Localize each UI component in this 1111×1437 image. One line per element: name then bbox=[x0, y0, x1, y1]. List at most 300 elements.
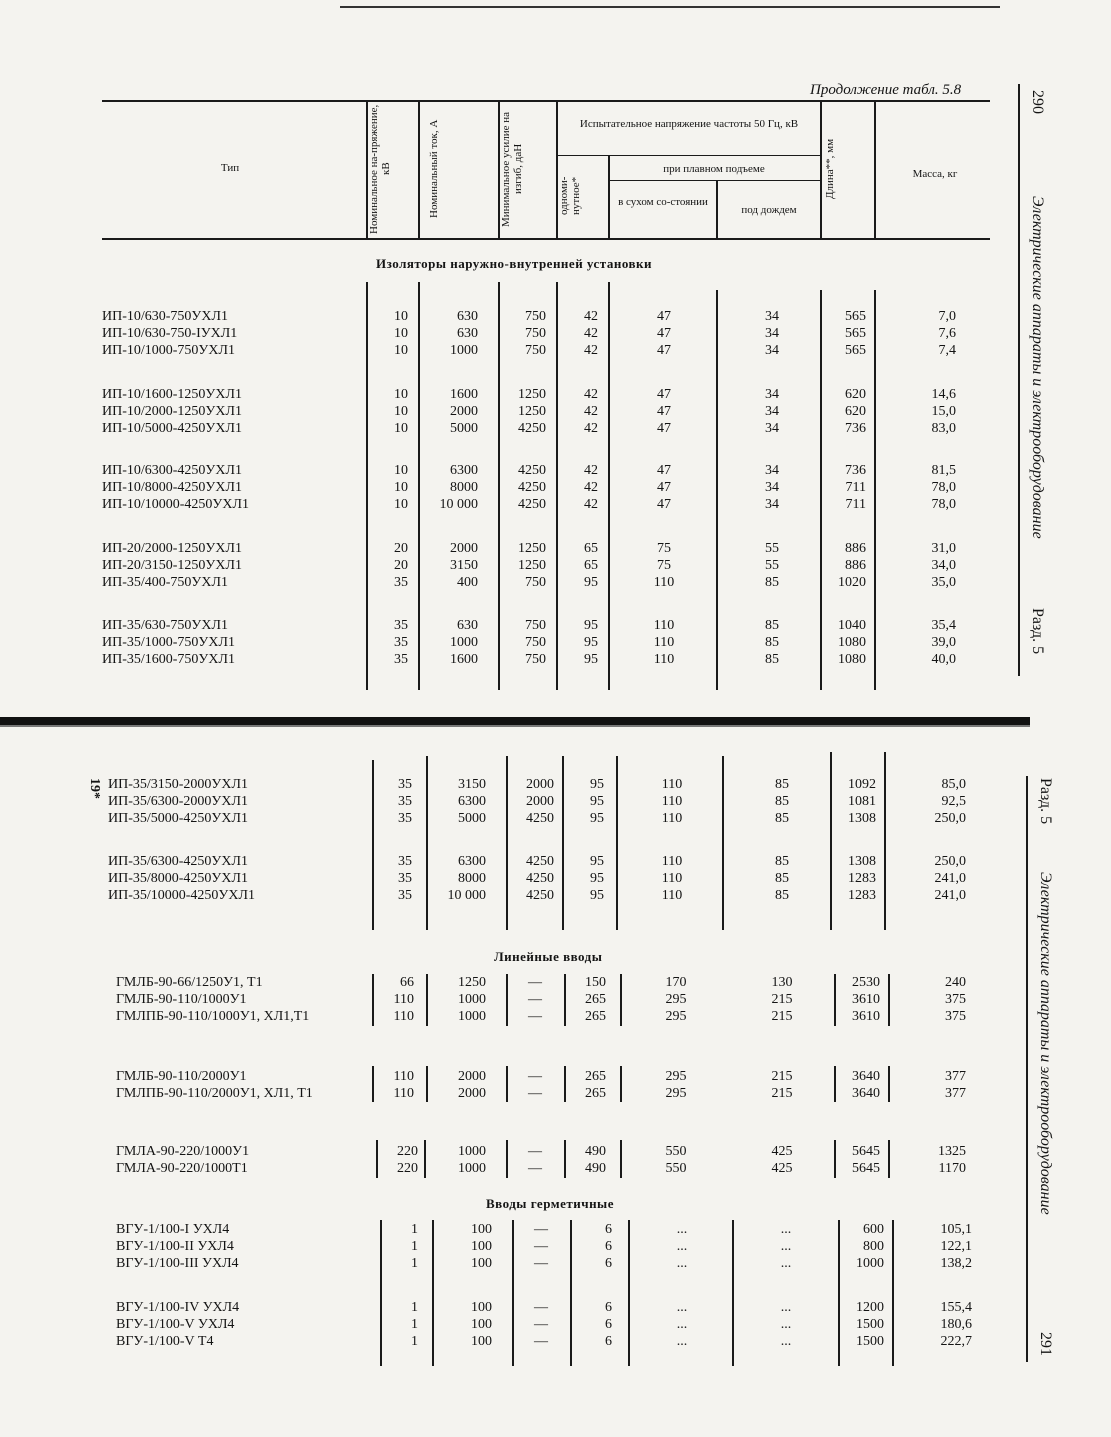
voltage-cell: 110 bbox=[393, 1086, 414, 1101]
type-cell: ИП-10/10000-4250УХЛ1 bbox=[102, 497, 249, 512]
dry-cell: 47 bbox=[657, 421, 671, 436]
current-cell: 630 bbox=[457, 309, 478, 324]
voltage-cell: 10 bbox=[394, 463, 408, 478]
rain-cell: 215 bbox=[771, 1069, 793, 1084]
length-cell: 736 bbox=[845, 463, 866, 478]
table-row bbox=[0, 810, 1000, 827]
mass-cell: 31,0 bbox=[931, 541, 956, 556]
one-minute-cell: 265 bbox=[585, 992, 606, 1007]
force-cell: 4250 bbox=[518, 421, 546, 436]
one-minute-cell: 65 bbox=[584, 558, 598, 573]
length-cell: 800 bbox=[863, 1239, 884, 1254]
current-cell: 10 000 bbox=[439, 497, 478, 512]
length-cell: 711 bbox=[845, 480, 866, 495]
one-minute-cell: 95 bbox=[590, 794, 604, 809]
dry-cell: ... bbox=[676, 1317, 688, 1332]
force-cell: 4250 bbox=[518, 497, 546, 512]
one-minute-cell: 6 bbox=[605, 1256, 612, 1271]
signature-mark: 19* bbox=[87, 778, 102, 799]
length-cell: 711 bbox=[845, 497, 866, 512]
dry-cell: 550 bbox=[665, 1161, 687, 1176]
table-row bbox=[0, 496, 1000, 513]
rain-cell: 34 bbox=[765, 387, 779, 402]
type-cell: ВГУ-1/100-V Т4 bbox=[116, 1334, 214, 1349]
type-cell: ГМЛА-90-220/1000Т1 bbox=[116, 1161, 248, 1176]
one-minute-cell: 42 bbox=[584, 404, 598, 419]
dry-cell: 110 bbox=[661, 854, 683, 869]
force-cell: 750 bbox=[525, 635, 546, 650]
type-cell: ИП-10/1000-750УХЛ1 bbox=[102, 343, 235, 358]
voltage-cell: 10 bbox=[394, 421, 408, 436]
voltage-cell: 35 bbox=[398, 888, 412, 903]
table-continuation-caption: Продолжение табл. 5.8 bbox=[810, 82, 962, 98]
header-min-bending-force: Минимальное усилие на изгиб, даН bbox=[500, 111, 524, 227]
length-cell: 1020 bbox=[838, 575, 866, 590]
type-cell: ВГУ-1/100-II УХЛ4 bbox=[116, 1239, 234, 1254]
one-minute-cell: 6 bbox=[605, 1300, 612, 1315]
dry-cell: ... bbox=[676, 1239, 688, 1254]
current-cell: 100 bbox=[471, 1334, 492, 1349]
rain-cell: 55 bbox=[765, 558, 779, 573]
page-number-bottom: 291 bbox=[1037, 1332, 1054, 1356]
header-col-sep bbox=[418, 100, 420, 238]
length-cell: 1308 bbox=[848, 854, 876, 869]
rain-cell: ... bbox=[780, 1239, 792, 1254]
current-cell: 2000 bbox=[458, 1069, 486, 1084]
length-cell: 565 bbox=[845, 309, 866, 324]
rain-cell: 85 bbox=[775, 811, 789, 826]
force-cell: — bbox=[528, 1161, 542, 1176]
current-cell: 2000 bbox=[458, 1086, 486, 1101]
dry-cell: 47 bbox=[657, 326, 671, 341]
rain-cell: 34 bbox=[765, 326, 779, 341]
one-minute-cell: 95 bbox=[590, 777, 604, 792]
length-cell: 1500 bbox=[856, 1334, 884, 1349]
current-cell: 3150 bbox=[450, 558, 478, 573]
mass-cell: 81,5 bbox=[931, 463, 956, 478]
type-cell: ИП-20/2000-1250УХЛ1 bbox=[102, 541, 242, 556]
dry-cell: 110 bbox=[653, 618, 675, 633]
mass-cell: 7,6 bbox=[938, 326, 956, 341]
header-sub-rule bbox=[556, 155, 820, 156]
rain-cell: 85 bbox=[765, 635, 779, 650]
length-cell: 5645 bbox=[852, 1144, 880, 1159]
force-cell: 750 bbox=[525, 326, 546, 341]
table-row bbox=[0, 1316, 1000, 1333]
mass-cell: 105,1 bbox=[940, 1222, 972, 1237]
type-cell: ИП-10/630-750УХЛ1 bbox=[102, 309, 228, 324]
mass-cell: 122,1 bbox=[940, 1239, 972, 1254]
rain-cell: 55 bbox=[765, 541, 779, 556]
force-cell: — bbox=[528, 992, 542, 1007]
header-nominal-current: Номинальный ток, А bbox=[428, 119, 440, 219]
rain-cell: ... bbox=[780, 1222, 792, 1237]
type-cell: ИП-10/630-750-IУХЛ1 bbox=[102, 326, 238, 341]
dry-cell: ... bbox=[676, 1300, 688, 1315]
table-row bbox=[0, 1221, 1000, 1238]
page-fold-divider bbox=[0, 717, 1030, 725]
force-cell: 4250 bbox=[526, 811, 554, 826]
one-minute-cell: 95 bbox=[590, 888, 604, 903]
table-row bbox=[0, 634, 1000, 651]
force-cell: 1250 bbox=[518, 404, 546, 419]
rain-cell: 34 bbox=[765, 404, 779, 419]
mass-cell: 241,0 bbox=[934, 871, 966, 886]
mass-cell: 14,6 bbox=[931, 387, 956, 402]
voltage-cell: 1 bbox=[411, 1239, 418, 1254]
length-cell: 5645 bbox=[852, 1161, 880, 1176]
voltage-cell: 220 bbox=[397, 1144, 418, 1159]
type-cell: ГМЛПБ-90-110/2000У1, ХЛ1, Т1 bbox=[116, 1086, 313, 1101]
table-row bbox=[0, 308, 1000, 325]
mass-cell: 15,0 bbox=[931, 404, 956, 419]
voltage-cell: 20 bbox=[394, 558, 408, 573]
mass-cell: 35,0 bbox=[931, 575, 956, 590]
current-cell: 6300 bbox=[450, 463, 478, 478]
rain-cell: 85 bbox=[765, 575, 779, 590]
mass-cell: 92,5 bbox=[941, 794, 966, 809]
force-cell: 4250 bbox=[518, 480, 546, 495]
length-cell: 736 bbox=[845, 421, 866, 436]
rain-cell: 85 bbox=[765, 652, 779, 667]
table-row bbox=[0, 342, 1000, 359]
voltage-cell: 10 bbox=[394, 343, 408, 358]
force-cell: — bbox=[528, 1009, 542, 1024]
length-cell: 3640 bbox=[852, 1086, 880, 1101]
one-minute-cell: 6 bbox=[605, 1317, 612, 1332]
type-cell: ГМЛБ-90-110/1000У1 bbox=[116, 992, 247, 1007]
dry-cell: 110 bbox=[653, 635, 675, 650]
type-cell: ГМЛБ-90-66/1250У1, Т1 bbox=[116, 975, 263, 990]
rain-cell: 34 bbox=[765, 421, 779, 436]
dry-cell: 110 bbox=[661, 871, 683, 886]
type-cell: ИП-20/3150-1250УХЛ1 bbox=[102, 558, 242, 573]
dry-cell: ... bbox=[676, 1256, 688, 1271]
current-cell: 630 bbox=[457, 326, 478, 341]
dry-cell: 47 bbox=[657, 497, 671, 512]
one-minute-cell: 150 bbox=[585, 975, 606, 990]
table-row bbox=[0, 1299, 1000, 1316]
force-cell: 1250 bbox=[518, 541, 546, 556]
dry-cell: ... bbox=[676, 1222, 688, 1237]
voltage-cell: 10 bbox=[394, 497, 408, 512]
force-cell: 4250 bbox=[526, 854, 554, 869]
table-row bbox=[0, 1333, 1000, 1350]
length-cell: 886 bbox=[845, 541, 866, 556]
dry-cell: 47 bbox=[657, 343, 671, 358]
current-cell: 1000 bbox=[458, 1144, 486, 1159]
running-head-title-top: Электрические аппараты и электрооборудование bbox=[1029, 196, 1046, 539]
table-row bbox=[0, 617, 1000, 634]
dry-cell: 75 bbox=[657, 558, 671, 573]
voltage-cell: 1 bbox=[411, 1300, 418, 1315]
length-cell: 620 bbox=[845, 387, 866, 402]
one-minute-cell: 95 bbox=[584, 652, 598, 667]
one-minute-cell: 95 bbox=[584, 618, 598, 633]
force-cell: 750 bbox=[525, 618, 546, 633]
voltage-cell: 66 bbox=[400, 975, 414, 990]
current-cell: 100 bbox=[471, 1239, 492, 1254]
current-cell: 100 bbox=[471, 1222, 492, 1237]
table-row bbox=[0, 887, 1000, 904]
type-cell: ВГУ-1/100-V УХЛ4 bbox=[116, 1317, 235, 1332]
table-row bbox=[0, 1255, 1000, 1272]
table-row bbox=[0, 386, 1000, 403]
mass-cell: 138,2 bbox=[940, 1256, 972, 1271]
type-cell: ИП-35/6300-2000УХЛ1 bbox=[108, 794, 248, 809]
dry-cell: 110 bbox=[661, 888, 683, 903]
force-cell: — bbox=[534, 1222, 548, 1237]
length-cell: 1283 bbox=[848, 888, 876, 903]
one-minute-cell: 265 bbox=[585, 1009, 606, 1024]
dry-cell: 47 bbox=[657, 404, 671, 419]
length-cell: 1000 bbox=[856, 1256, 884, 1271]
length-cell: 1308 bbox=[848, 811, 876, 826]
rain-cell: 215 bbox=[771, 1086, 793, 1101]
mass-cell: 1325 bbox=[938, 1144, 966, 1159]
voltage-cell: 10 bbox=[394, 309, 408, 324]
force-cell: — bbox=[528, 1069, 542, 1084]
table-row bbox=[0, 479, 1000, 496]
current-cell: 1000 bbox=[458, 1161, 486, 1176]
table-row bbox=[0, 540, 1000, 557]
page-fold-shadow bbox=[0, 725, 1030, 727]
rain-cell: 425 bbox=[771, 1161, 793, 1176]
margin-rule-bottom bbox=[1026, 776, 1028, 1362]
one-minute-cell: 490 bbox=[585, 1161, 606, 1176]
length-cell: 1040 bbox=[838, 618, 866, 633]
mass-cell: 85,0 bbox=[941, 777, 966, 792]
header-type: Тип bbox=[220, 162, 240, 174]
table-row bbox=[0, 991, 1000, 1008]
voltage-cell: 35 bbox=[398, 871, 412, 886]
one-minute-cell: 95 bbox=[584, 635, 598, 650]
length-cell: 3610 bbox=[852, 992, 880, 1007]
force-cell: 1250 bbox=[518, 387, 546, 402]
length-cell: 600 bbox=[863, 1222, 884, 1237]
rain-cell: 34 bbox=[765, 463, 779, 478]
type-cell: ИП-10/2000-1250УХЛ1 bbox=[102, 404, 242, 419]
force-cell: 4250 bbox=[526, 871, 554, 886]
current-cell: 2000 bbox=[450, 404, 478, 419]
length-cell: 1283 bbox=[848, 871, 876, 886]
type-cell: ИП-35/630-750УХЛ1 bbox=[102, 618, 228, 633]
rain-cell: ... bbox=[780, 1334, 792, 1349]
mass-cell: 240 bbox=[945, 975, 966, 990]
current-cell: 1600 bbox=[450, 387, 478, 402]
type-cell: ИП-10/6300-4250УХЛ1 bbox=[102, 463, 242, 478]
force-cell: 2000 bbox=[526, 794, 554, 809]
rain-cell: ... bbox=[780, 1317, 792, 1332]
one-minute-cell: 95 bbox=[584, 575, 598, 590]
force-cell: — bbox=[534, 1300, 548, 1315]
voltage-cell: 20 bbox=[394, 541, 408, 556]
running-head-section-bottom: Разд. 5 bbox=[1037, 778, 1054, 825]
voltage-cell: 35 bbox=[394, 618, 408, 633]
type-cell: ИП-35/3150-2000УХЛ1 bbox=[108, 777, 248, 792]
length-cell: 1080 bbox=[838, 635, 866, 650]
current-cell: 8000 bbox=[450, 480, 478, 495]
mass-cell: 34,0 bbox=[931, 558, 956, 573]
mass-cell: 39,0 bbox=[931, 635, 956, 650]
dry-cell: 295 bbox=[665, 992, 687, 1007]
force-cell: 1250 bbox=[518, 558, 546, 573]
rain-cell: 34 bbox=[765, 480, 779, 495]
rain-cell: 215 bbox=[771, 1009, 793, 1024]
voltage-cell: 10 bbox=[394, 404, 408, 419]
length-cell: 1200 bbox=[856, 1300, 884, 1315]
force-cell: 4250 bbox=[518, 463, 546, 478]
rain-cell: 85 bbox=[775, 888, 789, 903]
one-minute-cell: 95 bbox=[590, 871, 604, 886]
dry-cell: 295 bbox=[665, 1086, 687, 1101]
one-minute-cell: 6 bbox=[605, 1334, 612, 1349]
voltage-cell: 10 bbox=[394, 480, 408, 495]
header-length: Длина**, мм bbox=[824, 138, 836, 200]
mass-cell: 7,0 bbox=[938, 309, 956, 324]
one-minute-cell: 95 bbox=[590, 811, 604, 826]
table-row bbox=[0, 574, 1000, 591]
one-minute-cell: 95 bbox=[590, 854, 604, 869]
header-sub-rule bbox=[608, 180, 820, 181]
voltage-cell: 10 bbox=[394, 387, 408, 402]
mass-cell: 35,4 bbox=[931, 618, 956, 633]
current-cell: 1000 bbox=[450, 635, 478, 650]
one-minute-cell: 65 bbox=[584, 541, 598, 556]
type-cell: ИП-35/400-750УХЛ1 bbox=[102, 575, 228, 590]
force-cell: 750 bbox=[525, 309, 546, 324]
rain-cell: ... bbox=[780, 1300, 792, 1315]
length-cell: 1500 bbox=[856, 1317, 884, 1332]
dry-cell: 295 bbox=[665, 1069, 687, 1084]
length-cell: 3610 bbox=[852, 1009, 880, 1024]
current-cell: 1000 bbox=[450, 343, 478, 358]
mass-cell: 40,0 bbox=[931, 652, 956, 667]
table-row bbox=[0, 420, 1000, 437]
voltage-cell: 35 bbox=[398, 777, 412, 792]
rain-cell: 34 bbox=[765, 497, 779, 512]
table-row bbox=[0, 557, 1000, 574]
force-cell: — bbox=[534, 1239, 548, 1254]
current-cell: 400 bbox=[457, 575, 478, 590]
header-rain: под дождем bbox=[741, 204, 797, 216]
running-head-section-top: Разд. 5 bbox=[1029, 608, 1046, 655]
dry-cell: 170 bbox=[665, 975, 687, 990]
rain-cell: 215 bbox=[771, 992, 793, 1007]
type-cell: ИП-35/6300-4250УХЛ1 bbox=[108, 854, 248, 869]
table-row bbox=[0, 1160, 1000, 1177]
header-smooth-rise: при плавном подъеме bbox=[663, 163, 765, 175]
voltage-cell: 35 bbox=[398, 854, 412, 869]
current-cell: 1250 bbox=[458, 975, 486, 990]
length-cell: 565 bbox=[845, 343, 866, 358]
table-row bbox=[0, 853, 1000, 870]
header-mass: Масса, кг bbox=[912, 168, 958, 180]
rain-cell: 130 bbox=[771, 975, 793, 990]
dry-cell: 47 bbox=[657, 387, 671, 402]
table-row bbox=[0, 1143, 1000, 1160]
one-minute-cell: 42 bbox=[584, 343, 598, 358]
voltage-cell: 35 bbox=[398, 811, 412, 826]
current-cell: 8000 bbox=[458, 871, 486, 886]
type-cell: ВГУ-1/100-III УХЛ4 bbox=[116, 1256, 239, 1271]
mass-cell: 377 bbox=[945, 1086, 966, 1101]
rain-cell: 85 bbox=[775, 871, 789, 886]
one-minute-cell: 42 bbox=[584, 387, 598, 402]
voltage-cell: 35 bbox=[394, 575, 408, 590]
type-cell: ГМЛА-90-220/1000У1 bbox=[116, 1144, 250, 1159]
table-row bbox=[0, 793, 1000, 810]
current-cell: 3150 bbox=[458, 777, 486, 792]
length-cell: 3640 bbox=[852, 1069, 880, 1084]
rain-cell: 85 bbox=[775, 777, 789, 792]
table-row bbox=[0, 1008, 1000, 1025]
mass-cell: 155,4 bbox=[940, 1300, 972, 1315]
force-cell: — bbox=[528, 1086, 542, 1101]
one-minute-cell: 6 bbox=[605, 1222, 612, 1237]
length-cell: 886 bbox=[845, 558, 866, 573]
margin-rule-top bbox=[1018, 84, 1020, 676]
mass-cell: 250,0 bbox=[934, 854, 966, 869]
length-cell: 1092 bbox=[848, 777, 876, 792]
current-cell: 1000 bbox=[458, 992, 486, 1007]
rain-cell: ... bbox=[780, 1256, 792, 1271]
force-cell: 4250 bbox=[526, 888, 554, 903]
current-cell: 630 bbox=[457, 618, 478, 633]
header-col-sep bbox=[716, 180, 718, 238]
mass-cell: 78,0 bbox=[931, 497, 956, 512]
force-cell: 750 bbox=[525, 575, 546, 590]
rain-cell: 85 bbox=[775, 794, 789, 809]
force-cell: — bbox=[534, 1334, 548, 1349]
rain-cell: 85 bbox=[775, 854, 789, 869]
voltage-cell: 1 bbox=[411, 1256, 418, 1271]
voltage-cell: 110 bbox=[393, 1069, 414, 1084]
header-bottom-rule bbox=[102, 238, 990, 240]
current-cell: 5000 bbox=[458, 811, 486, 826]
current-cell: 5000 bbox=[450, 421, 478, 436]
current-cell: 100 bbox=[471, 1256, 492, 1271]
force-cell: — bbox=[528, 1144, 542, 1159]
voltage-cell: 1 bbox=[411, 1222, 418, 1237]
voltage-cell: 1 bbox=[411, 1317, 418, 1332]
dry-cell: 110 bbox=[661, 794, 683, 809]
table-row bbox=[0, 1068, 1000, 1085]
header-col-sep bbox=[820, 100, 822, 238]
rain-cell: 34 bbox=[765, 343, 779, 358]
dry-cell: 75 bbox=[657, 541, 671, 556]
current-cell: 10 000 bbox=[447, 888, 486, 903]
table-row bbox=[0, 974, 1000, 991]
voltage-cell: 1 bbox=[411, 1334, 418, 1349]
type-cell: ИП-35/10000-4250УХЛ1 bbox=[108, 888, 255, 903]
mass-cell: 377 bbox=[945, 1069, 966, 1084]
mass-cell: 78,0 bbox=[931, 480, 956, 495]
voltage-cell: 10 bbox=[394, 326, 408, 341]
type-cell: ВГУ-1/100-I УХЛ4 bbox=[116, 1222, 230, 1237]
dry-cell: 110 bbox=[653, 575, 675, 590]
mass-cell: 241,0 bbox=[934, 888, 966, 903]
length-cell: 1080 bbox=[838, 652, 866, 667]
one-minute-cell: 42 bbox=[584, 497, 598, 512]
header-test-voltage: Испытательное напряжение частоты 50 Гц, кВ bbox=[579, 118, 799, 130]
rain-cell: 425 bbox=[771, 1144, 793, 1159]
type-cell: ИП-10/1600-1250УХЛ1 bbox=[102, 387, 242, 402]
force-cell: — bbox=[534, 1317, 548, 1332]
dry-cell: 295 bbox=[665, 1009, 687, 1024]
header-col-sep bbox=[874, 100, 876, 238]
table-row bbox=[0, 1085, 1000, 1102]
